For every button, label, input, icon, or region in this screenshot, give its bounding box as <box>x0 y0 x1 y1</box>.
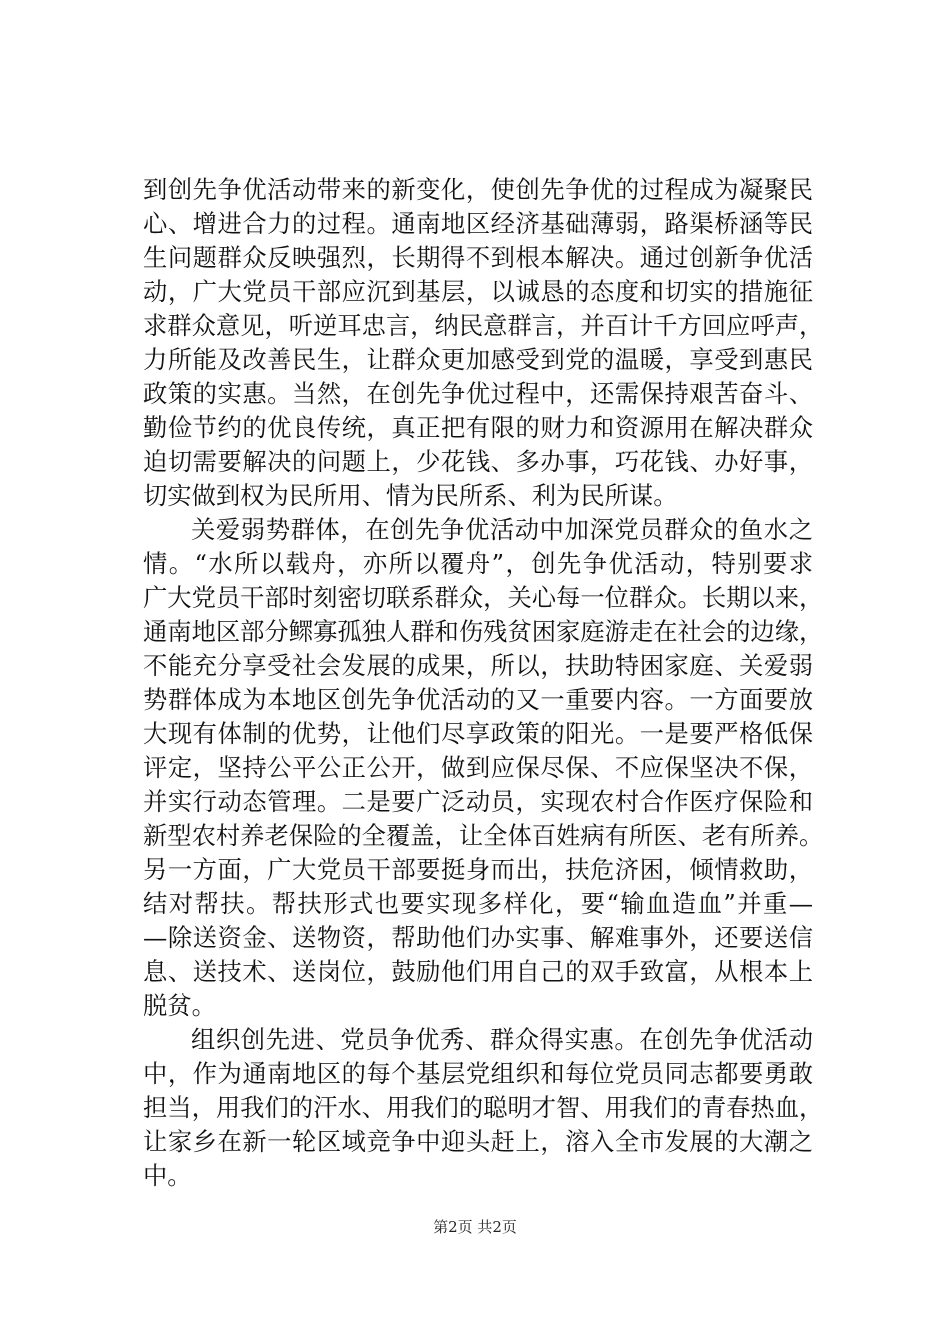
text-line: 息、送技术、送岗位，鼓励他们用自己的双手致富，从根本上 <box>143 957 813 986</box>
text-line: 不能充分享受社会发展的成果，所以，扶助特困家庭、关爱弱 <box>143 651 813 680</box>
text-line: 结对帮扶。帮扶形式也要实现多样化，要“输血造血”并重— <box>143 889 813 918</box>
text-line: 评定，坚持公平公正公开，做到应保尽保、不应保坚决不保， <box>143 753 813 782</box>
text-line: 情。“水所以载舟，亦所以覆舟”，创先争优活动，特别要求 <box>143 549 813 578</box>
text-line: 大现有体制的优势，让他们尽享政策的阳光。一是要严格低保 <box>143 719 813 748</box>
page-footer: 第2页 共2页 <box>433 1218 517 1236</box>
text-line: 脱贫。 <box>143 991 216 1020</box>
text-line: 动，广大党员干部应沉到基层，以诚恳的态度和切实的措施征 <box>143 277 813 306</box>
text-line: 求群众意见，听逆耳忠言，纳民意群言，并百计千方回应呼声， <box>143 311 824 340</box>
text-line: 政策的实惠。当然，在创先争优过程中，还需保持艰苦奋斗、 <box>143 379 813 408</box>
text-line: 通南地区部分鳏寡孤独人群和伤残贫困家庭游走在社会的边缘， <box>143 617 824 646</box>
text-line: 势群体成为本地区创先争优活动的又一重要内容。一方面要放 <box>143 685 813 714</box>
text-line: 中，作为通南地区的每个基层党组织和每位党员同志都要勇敢 <box>143 1059 813 1088</box>
text-line: 另一方面，广大党员干部要挺身而出，扶危济困，倾情救助， <box>143 855 813 884</box>
text-line: 生问题群众反映强烈，长期得不到根本解决。通过创新争优活 <box>143 243 813 272</box>
paragraph <box>143 1023 824 1193</box>
text-line: 心、增进合力的过程。通南地区经济基础薄弱，路渠桥涵等民 <box>143 209 813 238</box>
paragraph <box>143 173 824 513</box>
text-line: 担当，用我们的汗水、用我们的聪明才智、用我们的青春热血， <box>143 1093 824 1122</box>
paragraph <box>143 513 824 1023</box>
text-line: 广大党员干部时刻密切联系群众，关心每一位群众。长期以来， <box>143 583 824 612</box>
text-line: 切实做到权为民所用、情为民所系、利为民所谋。 <box>143 481 678 510</box>
text-line: 关爱弱势群体，在创先争优活动中加深党员群众的鱼水之 <box>191 515 813 544</box>
text-line: 力所能及改善民生，让群众更加感受到党的温暖，享受到惠民 <box>143 345 813 374</box>
document-body <box>143 173 824 1193</box>
text-line: 组织创先进、党员争优秀、群众得实惠。在创先争优活动 <box>191 1025 813 1054</box>
text-line: 勤俭节约的优良传统，真正把有限的财力和资源用在解决群众 <box>143 413 813 442</box>
text-line: 迫切需要解决的问题上，少花钱、多办事，巧花钱、办好事， <box>143 447 813 476</box>
text-line: 新型农村养老保险的全覆盖，让全体百姓病有所医、老有所养。 <box>143 821 824 850</box>
text-line: 让家乡在新一轮区域竞争中迎头赶上，溶入全市发展的大潮之 <box>143 1127 813 1156</box>
text-line: 到创先争优活动带来的新变化，使创先争优的过程成为凝聚民 <box>143 175 813 204</box>
text-line: —除送资金、送物资，帮助他们办实事、解难事外，还要送信 <box>143 923 813 952</box>
text-line: 并实行动态管理。二是要广泛动员，实现农村合作医疗保险和 <box>143 787 813 816</box>
text-line: 中。 <box>143 1161 192 1190</box>
